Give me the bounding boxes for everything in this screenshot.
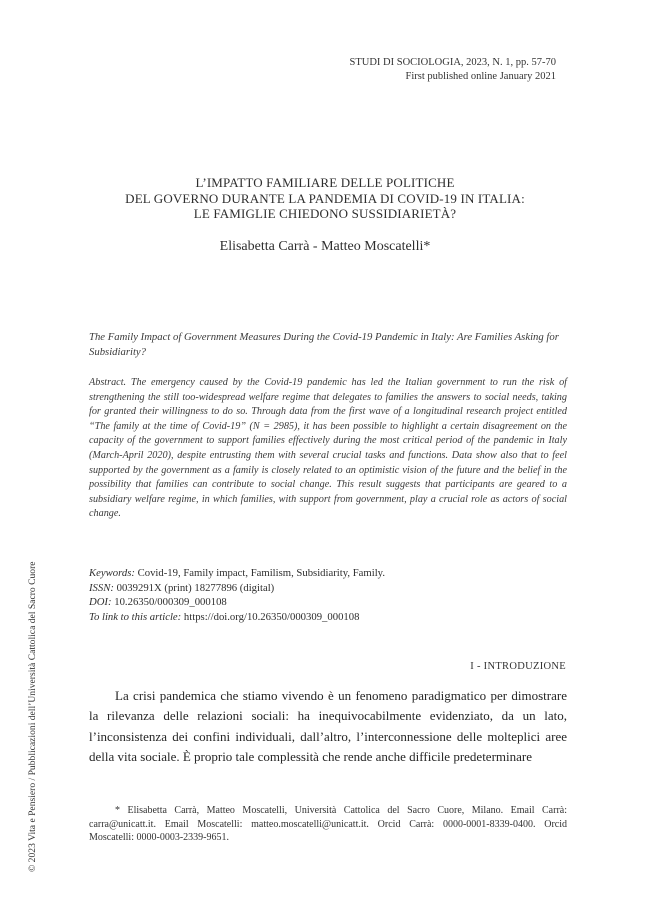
abstract: Abstract. The emergency caused by the Covid-19 pandemic has led the Italian government to run the risk of strengthening the still too-widespread welfare regime that delegates to families the answers to social needs, taking for granted their willingness to do so. Through data from the first wave of a longitudinal research project entitled “The family at the time of Covid-19” (N = 2985), it has been possible to highlight a certain disagreement on the capacity of the government to support families effectively during the most critical period of the pandemic in Italy (March-April 2020), despite entrusting them with several crucial tasks and functions. Data show also that to feel supported by the government as a family is closely related to an optimistic vision of the future and the belief in the possibility that families can contribute to social change. This result suggests that participants are geared to a subsidiary welfare regime, in which families, with support from government, play a crucial role as actors of social change. [89,377,567,520]
journal-header [350,56,557,84]
article-title [60,175,590,222]
keywords-value: Covid-19, Family impact, Familism, Subsidiarity, Family. [137,567,385,579]
journal-citation: STUDI DI SOCIOLOGIA, 2023, N. 1, pp. 57-70 [349,57,556,68]
issn-value: 0039291X (print) 18277896 (digital) [116,581,275,594]
keywords-label: Keywords: [89,567,135,579]
english-title: The Family Impact of Government Measures During the Covid-19 Pandemic in Italy: Are Families Asking for Subsidiarity? [89,331,559,358]
link-label: To link to this article: [89,611,182,624]
title-line: L’IMPATTO FAMILIARE DELLE POLITICHE [195,175,455,190]
doi-row [89,595,567,610]
keywords-row [89,566,567,581]
author-footnote: * Elisabetta Carrà, Matteo Moscatelli, Università Cattolica del Sacro Cuore, Milano. Email Carrà: carra@unicatt.it. Email Moscatelli: matteo.moscatelli@unicatt.it. Orcid Carrà: 0000-0001-8339-0400. Orcid Moscatelli: 0000-0003-2339-9651. [89,805,567,844]
author-list: Elisabetta Carrà - Matteo Moscatelli* [219,239,431,254]
doi-label: DOI: [89,596,112,609]
copyright-sidebar: © 2023 Vita e Pensiero / Pubblicazioni dell’Università Cattolica del Sacro Cuore [27,561,38,872]
link-row [89,610,567,625]
title-line: DEL GOVERNO DURANTE LA PANDEMIA DI COVID-19 IN ITALIA: [125,190,525,206]
article-link[interactable]: https://doi.org/10.26350/000309_000108 [183,611,360,624]
issn-row [89,581,567,596]
title-line: LE FAMIGLIE CHIEDONO SUSSIDIARIETÀ? [193,206,457,221]
article-metadata [89,566,567,625]
body-paragraph: La crisi pandemica che stiamo vivendo è un fenomeno paradigmatico per dimostrare la rilevanza delle relazioni sociali: ha inequivocabilmente evidenziato, da un lato, l’inconsistenza dei confini individuali, dall’altro, l’interconnessione delle molteplici aree della vita sociale. È proprio tale complessità che rende anche difficile predeterminare [89,688,567,765]
issn-label: ISSN: [89,581,114,594]
doi-value: 10.26350/000309_000108 [114,596,227,609]
section-heading: I - INTRODUZIONE [470,661,566,672]
publication-date: First published online January 2021 [405,71,556,82]
